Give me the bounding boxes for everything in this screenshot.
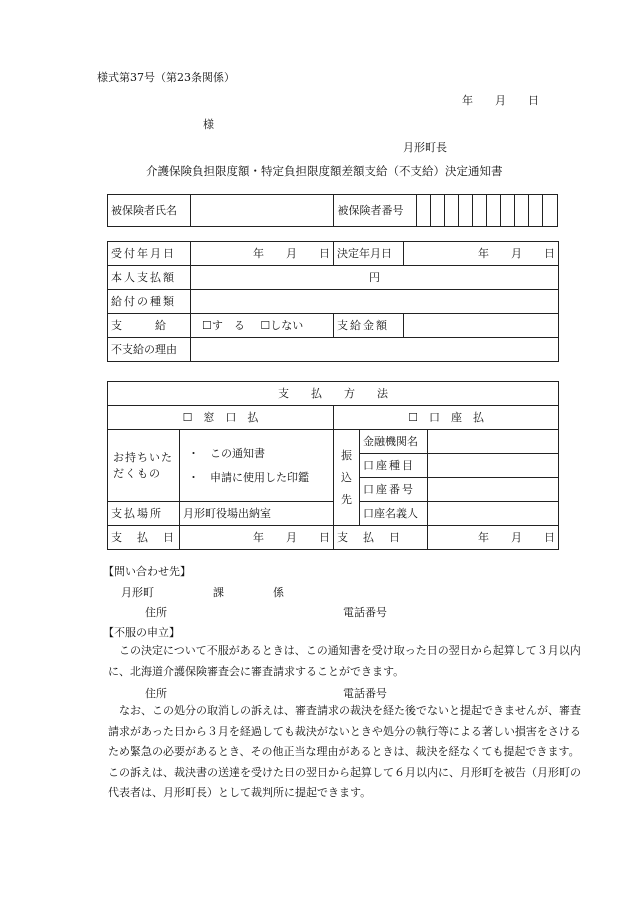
bank-transfer-checkbox[interactable]: ☐ 口 座 払 — [334, 406, 559, 430]
non-payment-reason-field[interactable] — [191, 338, 559, 362]
inquiry-heading: 【問い合わせ先】 — [103, 565, 191, 578]
insured-number-box[interactable] — [528, 195, 542, 227]
insured-name-field[interactable] — [191, 195, 334, 227]
payment-options — [191, 314, 334, 338]
inquiry-address-label: 住所 — [145, 606, 167, 619]
decision-date-label: 決定年月日 — [334, 242, 404, 266]
bank-name-label: 金融機関名 — [360, 430, 428, 454]
issuer: 月形町長 — [403, 141, 447, 154]
non-payment-reason-label: 不支給の理由 — [108, 338, 191, 362]
insured-number-box[interactable] — [472, 195, 486, 227]
appeal-paragraph-1: この決定について不服があるときは、この通知書を受け取った日の翌日から起算して３月以内に、北海道介護保険審査会に審査請求することができます。 — [108, 644, 581, 678]
form-number: 様式第37号（第23条関係） — [97, 71, 235, 84]
payment-no-checkbox[interactable]: ☐しない — [260, 319, 304, 332]
insured-number-box[interactable] — [486, 195, 500, 227]
payment-date-label: 支 払 日 — [108, 526, 180, 550]
insured-number-box[interactable] — [458, 195, 472, 227]
payment-date-field[interactable]: 年 月 日 — [180, 526, 334, 550]
inquiry-town: 月形町 — [121, 586, 154, 599]
account-type-label: 口座種目 — [360, 454, 428, 478]
received-date-label: 受付年月日 — [108, 242, 191, 266]
bank-name-field[interactable] — [428, 430, 559, 454]
insured-number-box[interactable] — [430, 195, 444, 227]
account-type-field[interactable] — [428, 454, 559, 478]
recipient-suffix: 様 — [203, 118, 214, 131]
account-holder-field[interactable] — [428, 502, 559, 526]
header-date: 年 月 日 — [462, 94, 539, 107]
benefit-type-label: 給付の種類 — [108, 290, 191, 314]
payment-date-label-2: 支 払 日 — [334, 526, 428, 550]
benefit-type-field[interactable] — [191, 290, 559, 314]
list-item: ・ 申請に使用した印鑑 — [188, 470, 309, 484]
insured-table — [107, 194, 558, 227]
insured-number-box[interactable] — [542, 195, 557, 227]
insured-number-box[interactable] — [514, 195, 528, 227]
payment-place-value: 月形町役場出納室 — [180, 502, 334, 526]
insured-name-label: 被保険者氏名 — [108, 195, 191, 227]
appeal-phone-label: 電話番号 — [343, 687, 387, 700]
insured-number-box[interactable] — [500, 195, 514, 227]
inquiry-subsection: 係 — [273, 586, 284, 599]
self-payment-label: 本人支払額 — [108, 266, 191, 290]
counter-payment-checkbox[interactable]: ☐ 窓 口 払 — [108, 406, 334, 430]
appeal-heading: 【不服の申立】 — [103, 626, 180, 639]
inquiry-phone-label: 電話番号 — [343, 606, 387, 619]
items-to-bring-list — [180, 430, 334, 502]
payment-amount-label: 支給金額 — [334, 314, 404, 338]
list-item: ・ この通知書 — [188, 446, 265, 460]
appeal-address-label: 住所 — [145, 687, 167, 700]
inquiry-section: 課 — [213, 586, 224, 599]
insured-number-box[interactable] — [416, 195, 430, 227]
payment-method-table — [107, 381, 559, 550]
appeal-paragraph-2: なお、この処分の取消しの訴えは、審査請求の裁決を経た後でないと提起できませんが、審査請求があった日から３月を経過しても裁決がないときや処分の執行等による著しい損害をさけるため緊急の必要があるとき、その他正当な理由があるときは、裁決を経なくても提起できます。この訴えは、裁決書の送達を受けた日の翌日から起算して６月以内に、月形町を被告（月形町の代表者は、月形町長）として裁判所に提起できます。 — [108, 704, 581, 799]
transfer-destination-label: 振込先 — [334, 430, 360, 526]
insured-number-label: 被保険者番号 — [334, 195, 416, 227]
items-to-bring-label: お持ちいただくもの — [108, 430, 180, 502]
account-number-label: 口座番号 — [360, 478, 428, 502]
self-payment-field[interactable]: 円 — [191, 266, 559, 290]
insured-number-box[interactable] — [444, 195, 458, 227]
payment-method-title: 支 払 方 法 — [108, 382, 559, 406]
decision-date-field[interactable]: 年 月 日 — [404, 242, 559, 266]
decision-table — [107, 241, 559, 362]
account-holder-label: 口座名義人 — [360, 502, 428, 526]
received-date-field[interactable]: 年 月 日 — [191, 242, 334, 266]
payment-label: 支 給 — [108, 314, 191, 338]
payment-yes-checkbox[interactable]: ☐す る — [202, 319, 245, 332]
payment-place-label: 支払場所 — [108, 502, 180, 526]
document-title: 介護保険負担限度額・特定負担限度額差額支給（不支給）決定通知書 — [146, 164, 503, 178]
account-number-field[interactable] — [428, 478, 559, 502]
payment-date-field-2[interactable]: 年 月 日 — [428, 526, 559, 550]
payment-amount-field[interactable] — [404, 314, 559, 338]
